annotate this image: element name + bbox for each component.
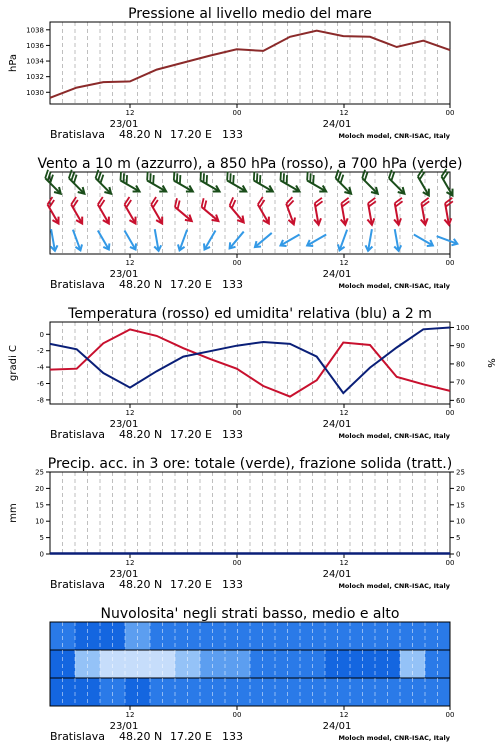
x-tick-label: 00 <box>445 559 455 567</box>
x-tick-label: 00 <box>445 109 455 117</box>
x-tick-label: 12 <box>339 409 349 417</box>
y-tick-label-right: 20 <box>456 484 465 493</box>
wind-barb <box>119 197 142 225</box>
wind-barb <box>170 198 197 224</box>
date-label: 23/01 <box>109 269 139 280</box>
x-tick-label: 00 <box>232 409 242 417</box>
y-tick-label-right: 15 <box>456 501 465 510</box>
y-tick-label-right: 90 <box>456 342 465 351</box>
y-tick-label: 0 <box>39 550 44 559</box>
station-name: Bratislava <box>50 730 105 743</box>
y-tick-label: 15 <box>35 501 44 510</box>
station-lon: 17.20 E <box>170 730 212 743</box>
y-tick-label-right: 100 <box>456 323 470 332</box>
wind-barb <box>311 198 327 226</box>
x-tick-label: 00 <box>232 259 242 267</box>
y-tick-label-right: 5 <box>456 534 461 543</box>
x-tick-label: 12 <box>125 109 135 117</box>
barb-shaft <box>280 235 299 246</box>
y-axis-label-right: % <box>485 358 496 368</box>
wind-barb <box>365 229 376 252</box>
y-tick-label: 1038 <box>26 26 44 35</box>
x-tick-label: 12 <box>339 711 349 719</box>
y-axis-label: mm <box>8 503 19 523</box>
wind-barb <box>227 229 247 250</box>
wind-barb <box>412 231 435 248</box>
station-lon: 17.20 E <box>170 278 212 291</box>
station-lat: 48.20 N <box>119 730 163 743</box>
wind-barb <box>253 197 276 225</box>
wind-barb <box>201 229 218 252</box>
barb-shaft <box>205 230 216 249</box>
wind-barb <box>302 172 330 195</box>
station-elevation: 133 <box>222 428 243 441</box>
date-label: 24/01 <box>322 569 352 580</box>
y-tick-label: 25 <box>35 468 44 477</box>
panel-1 <box>37 156 462 291</box>
barb-shaft <box>98 230 109 249</box>
station-lat: 48.20 N <box>119 428 163 441</box>
plot-frame <box>50 472 450 554</box>
station-lat: 48.20 N <box>119 128 163 141</box>
station-elevation: 133 <box>222 278 243 291</box>
wind-barb <box>42 197 65 225</box>
wind-barb <box>121 229 138 252</box>
y-tick-label: -6 <box>37 380 44 388</box>
wind-barb <box>413 169 436 197</box>
wind-barb <box>142 172 170 195</box>
station-lon: 17.20 E <box>170 428 212 441</box>
station-lat: 48.20 N <box>119 278 163 291</box>
date-label: 24/01 <box>322 269 352 280</box>
x-tick-label: 12 <box>339 109 349 117</box>
barb-shaft <box>230 232 244 249</box>
wind-barb <box>436 169 459 197</box>
y-axis-label: hPa <box>8 53 19 73</box>
x-tick-label: 00 <box>445 711 455 719</box>
y-tick-label: 5 <box>39 534 44 543</box>
y-tick-label: 20 <box>35 484 44 493</box>
wind-barb <box>337 198 353 226</box>
y-tick-label: 0 <box>39 330 44 339</box>
wind-barb <box>222 172 250 195</box>
station-elevation: 133 <box>222 730 243 743</box>
panel-title: Temperatura (rosso) ed umidita' relativa (blu) a 2 m <box>68 306 432 322</box>
x-tick-label: 12 <box>125 559 135 567</box>
model-credit: Moloch model, CNR-ISAC, Italy <box>338 582 450 590</box>
plot-frame <box>50 172 450 254</box>
wind-barb <box>279 231 302 248</box>
y-tick-label-right: 25 <box>456 468 465 477</box>
wind-barb <box>391 229 402 252</box>
station-name: Bratislava <box>50 128 105 141</box>
wind-barb <box>195 172 223 195</box>
barb-shaft <box>255 233 272 247</box>
date-label: 24/01 <box>322 419 352 430</box>
x-tick-label: 12 <box>125 711 135 719</box>
panel-title: Pressione al livello medio del mare <box>128 6 372 22</box>
y-tick-label-right: 10 <box>456 517 465 526</box>
y-tick-label: 1030 <box>26 88 44 97</box>
model-credit: Moloch model, CNR-ISAC, Italy <box>338 734 450 742</box>
wind-barb <box>66 197 89 225</box>
barb-shaft <box>125 230 136 249</box>
y-tick-label: 1032 <box>26 73 44 82</box>
date-label: 24/01 <box>322 721 352 732</box>
panel-0 <box>8 6 454 141</box>
x-tick-label: 00 <box>445 259 455 267</box>
wind-barb <box>364 198 380 226</box>
panel-2 <box>8 306 496 441</box>
y-tick-label: -2 <box>37 347 44 356</box>
station-name: Bratislava <box>50 578 105 591</box>
x-tick-label: 12 <box>125 409 135 417</box>
date-label: 23/01 <box>109 721 139 732</box>
wind-barb <box>70 228 84 251</box>
wind-barb <box>441 198 457 226</box>
y-tick-label-right: 70 <box>456 378 465 387</box>
station-elevation: 133 <box>222 128 243 141</box>
wind-barb <box>115 172 143 195</box>
date-label: 24/01 <box>322 119 352 130</box>
y-axis-label: gradi C <box>8 345 19 381</box>
wind-barb <box>253 230 274 250</box>
y-tick-label: 1036 <box>26 41 44 50</box>
x-tick-label: 00 <box>232 109 242 117</box>
x-tick-label: 00 <box>232 711 242 719</box>
x-tick-label: 12 <box>339 259 349 267</box>
date-label: 23/01 <box>109 569 139 580</box>
barb-shaft <box>307 235 326 246</box>
panel-4 <box>50 606 454 743</box>
x-tick-label: 12 <box>339 559 349 567</box>
wind-barb <box>169 172 197 195</box>
y-tick-label-right: 0 <box>456 550 461 559</box>
wind-barb <box>435 233 458 247</box>
wind-barb <box>336 228 350 251</box>
wind-barb <box>275 172 303 195</box>
wind-barb <box>330 170 357 197</box>
wind-barb <box>151 229 162 252</box>
wind-barb <box>391 198 407 226</box>
station-lat: 48.20 N <box>119 578 163 591</box>
model-credit: Moloch model, CNR-ISAC, Italy <box>338 132 450 140</box>
wind-barb <box>357 170 384 197</box>
panel-3 <box>8 456 465 591</box>
station-lon: 17.20 E <box>170 578 212 591</box>
model-credit: Moloch model, CNR-ISAC, Italy <box>338 282 450 290</box>
plot-frame <box>50 22 450 104</box>
y-tick-label-right: 60 <box>456 396 465 405</box>
panel-title: Precip. acc. in 3 ore: totale (verde), frazione solida (tratt.) <box>47 456 453 472</box>
plot-frame <box>50 322 450 404</box>
wind-barb <box>282 197 302 225</box>
model-credit: Moloch model, CNR-ISAC, Italy <box>338 432 450 440</box>
wind-barb <box>64 170 91 197</box>
x-tick-label: 12 <box>125 259 135 267</box>
panel-title: Vento a 10 m (azzurro), a 850 hPa (rosso), a 700 hPa (verde) <box>37 156 463 172</box>
wind-barb <box>48 229 59 252</box>
panel-title: Nuvolosita' negli strati basso, medio e alto <box>100 606 400 622</box>
y-tick-label: -4 <box>37 363 44 372</box>
y-tick-label: 1034 <box>26 57 44 66</box>
y-tick-label-right: 80 <box>456 360 465 369</box>
x-tick-label: 00 <box>445 409 455 417</box>
wind-barb <box>95 229 112 252</box>
station-elevation: 133 <box>222 578 243 591</box>
station-lon: 17.20 E <box>170 128 212 141</box>
y-tick-label: -8 <box>37 396 44 405</box>
y-tick-label: 10 <box>35 517 44 526</box>
station-name: Bratislava <box>50 428 105 441</box>
date-label: 23/01 <box>109 119 139 130</box>
wind-barb <box>305 231 328 248</box>
station-name: Bratislava <box>50 278 105 291</box>
x-tick-label: 00 <box>232 559 242 567</box>
wind-barb <box>176 228 190 251</box>
date-label: 23/01 <box>109 419 139 430</box>
barb-shaft <box>414 235 433 246</box>
wind-barb <box>146 197 169 225</box>
